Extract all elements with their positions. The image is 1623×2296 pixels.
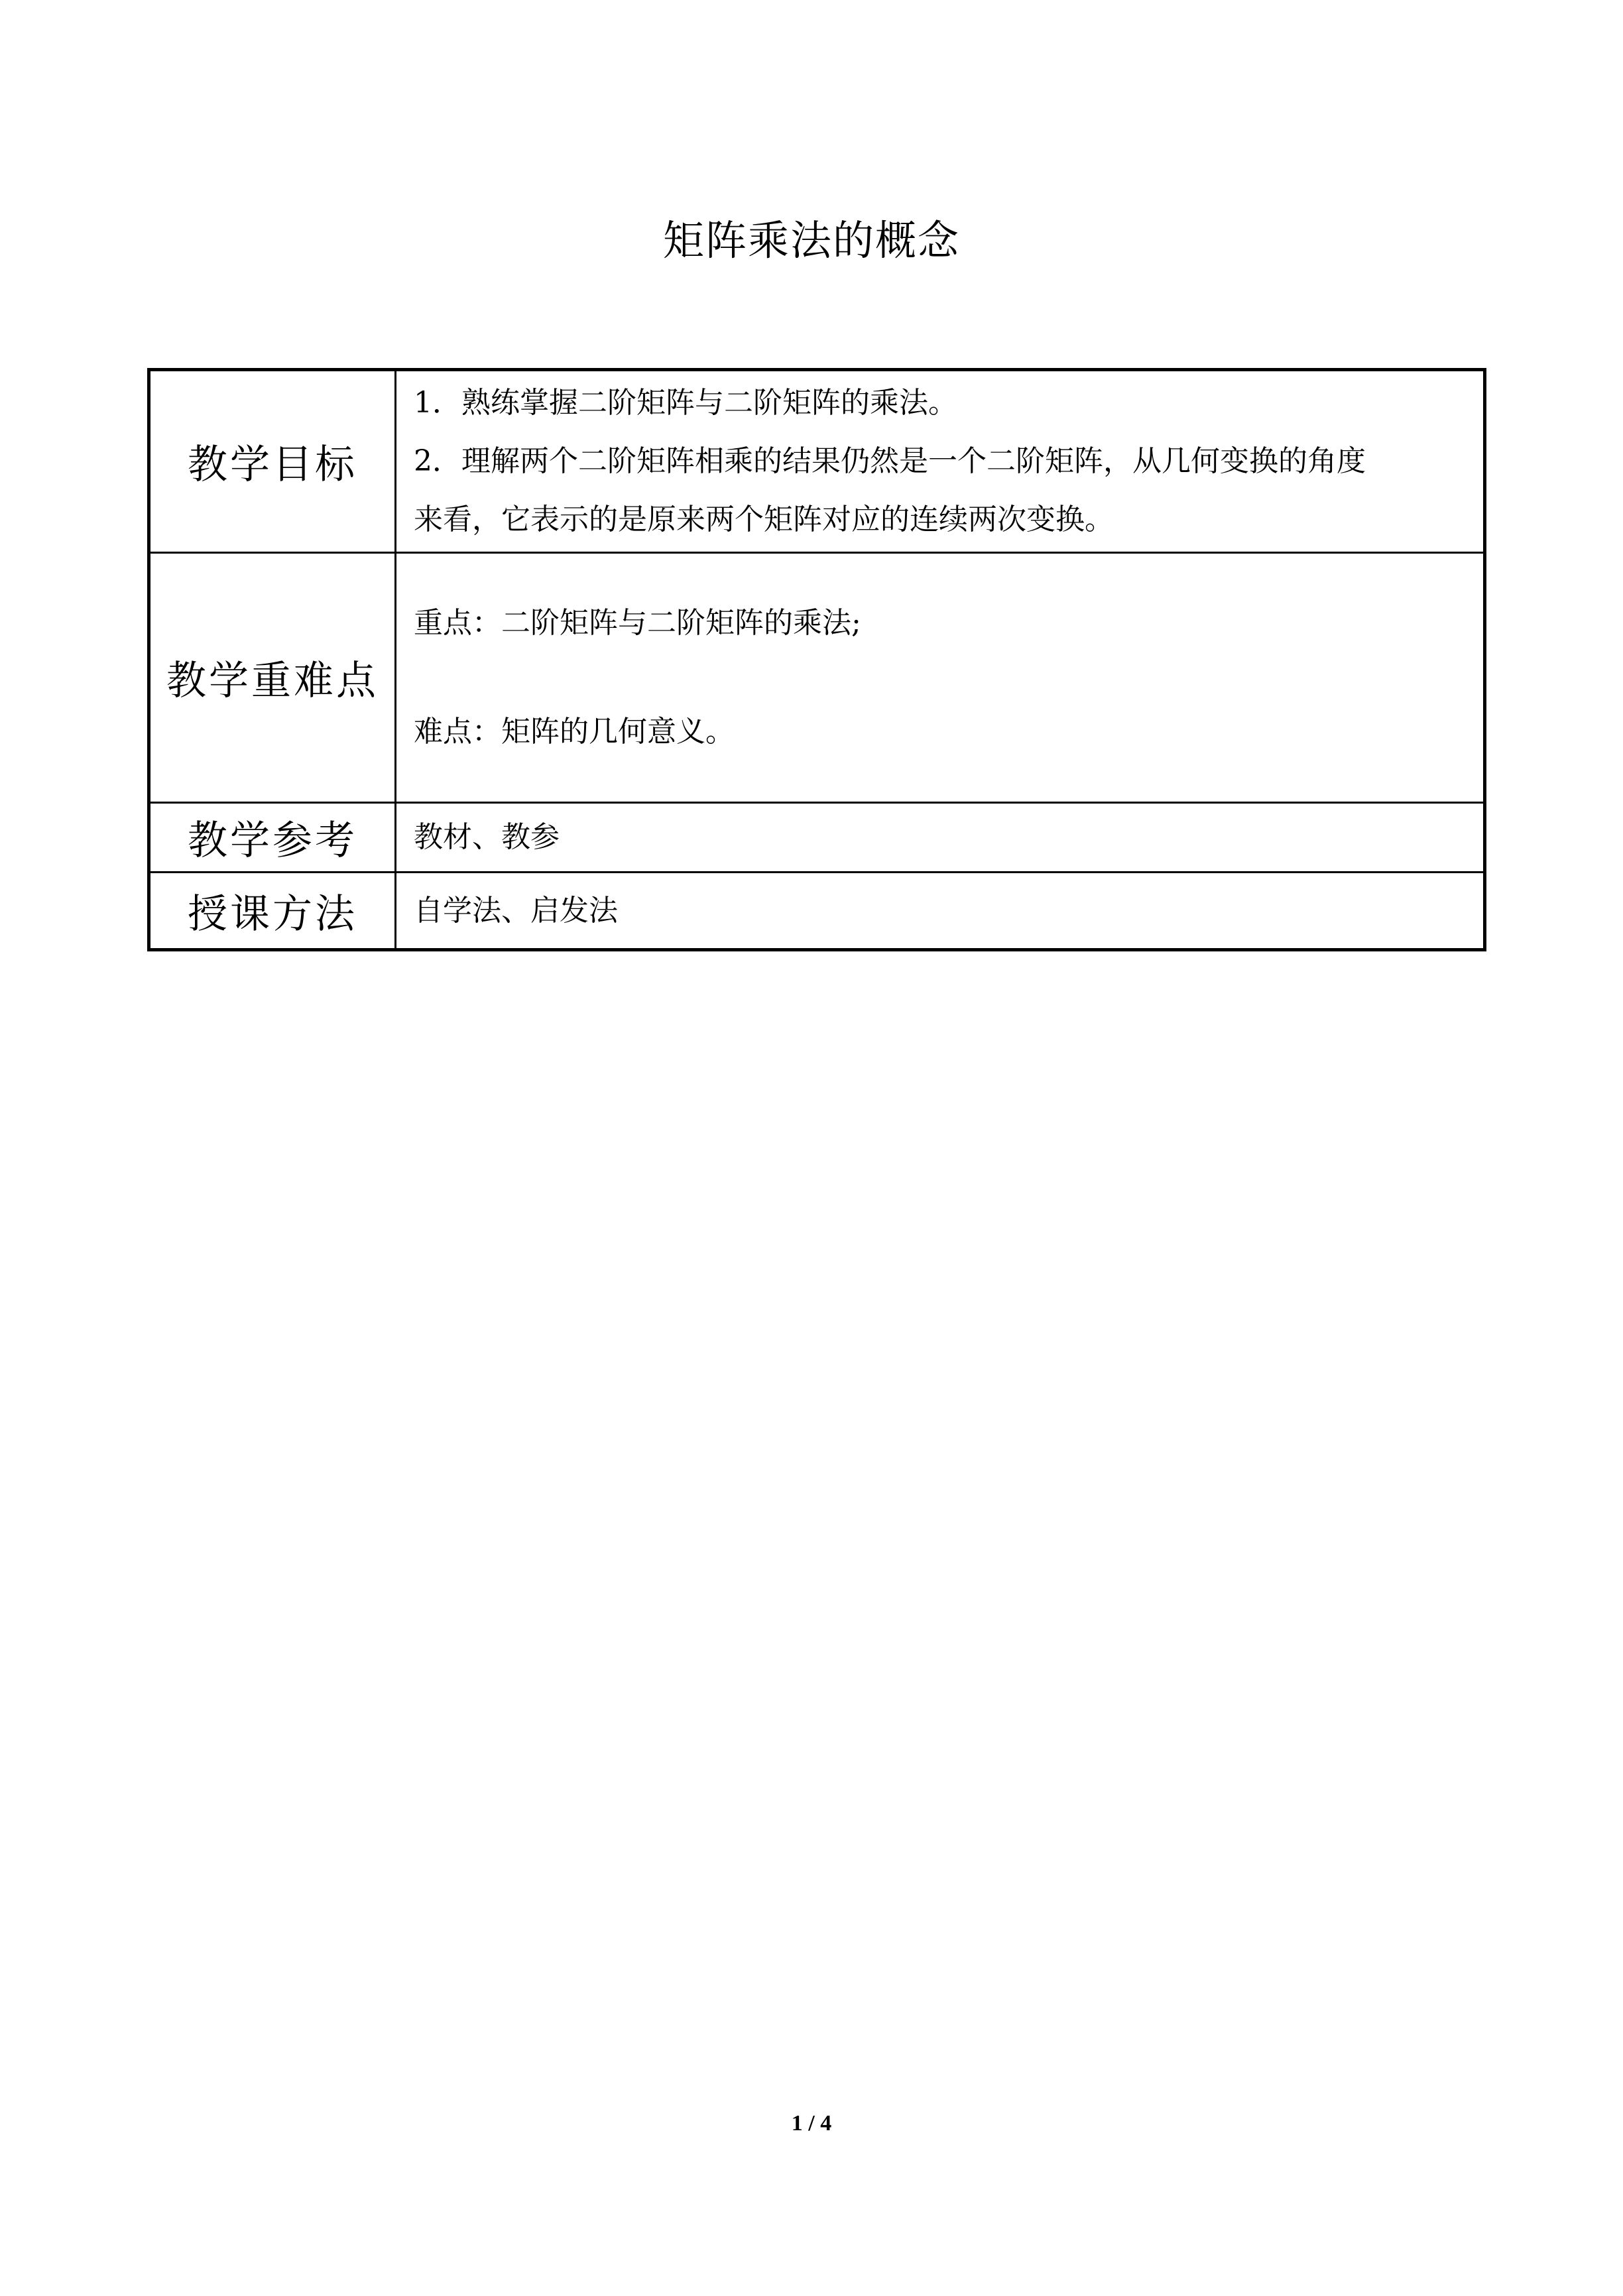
table-row-teaching-reference — [149, 803, 1485, 873]
row-content-teaching-goals — [396, 370, 1485, 553]
row-content-key-points — [396, 553, 1485, 803]
goal-line-3: 来看，它表示的是原来两个矩阵对应的连续两次变换。 — [414, 503, 1114, 536]
row-label-teaching-goals: 教学目标 — [149, 370, 396, 553]
line-spacer — [414, 650, 1466, 705]
key-point-line: 重点：二阶矩阵与二阶矩阵的乘法; — [414, 606, 861, 640]
row-label-key-points: 教学重难点 — [149, 553, 396, 803]
page-number: 1 / 4 — [791, 2111, 832, 2136]
difficult-point-line: 难点：矩阵的几何意义。 — [414, 715, 735, 749]
goal-line-2: 2．理解两个二阶矩阵相乘的结果仍然是一个二阶矩阵，从几何变换的角度 — [414, 444, 1366, 478]
row-label-teaching-reference: 教学参考 — [149, 803, 396, 873]
table-row-key-points — [149, 553, 1485, 803]
row-label-teaching-method: 授课方法 — [149, 873, 396, 950]
goal-line-1: 1．熟练掌握二阶矩阵与二阶矩阵的乘法。 — [414, 386, 957, 420]
lesson-plan-table — [147, 368, 1486, 951]
page-title: 矩阵乘法的概念 — [662, 216, 960, 265]
row-content-teaching-reference: 教材、教参 — [396, 803, 1485, 873]
table-row-teaching-goals — [149, 370, 1485, 553]
row-content-teaching-method: 自学法、启发法 — [396, 873, 1485, 950]
table-row-teaching-method — [149, 873, 1485, 950]
